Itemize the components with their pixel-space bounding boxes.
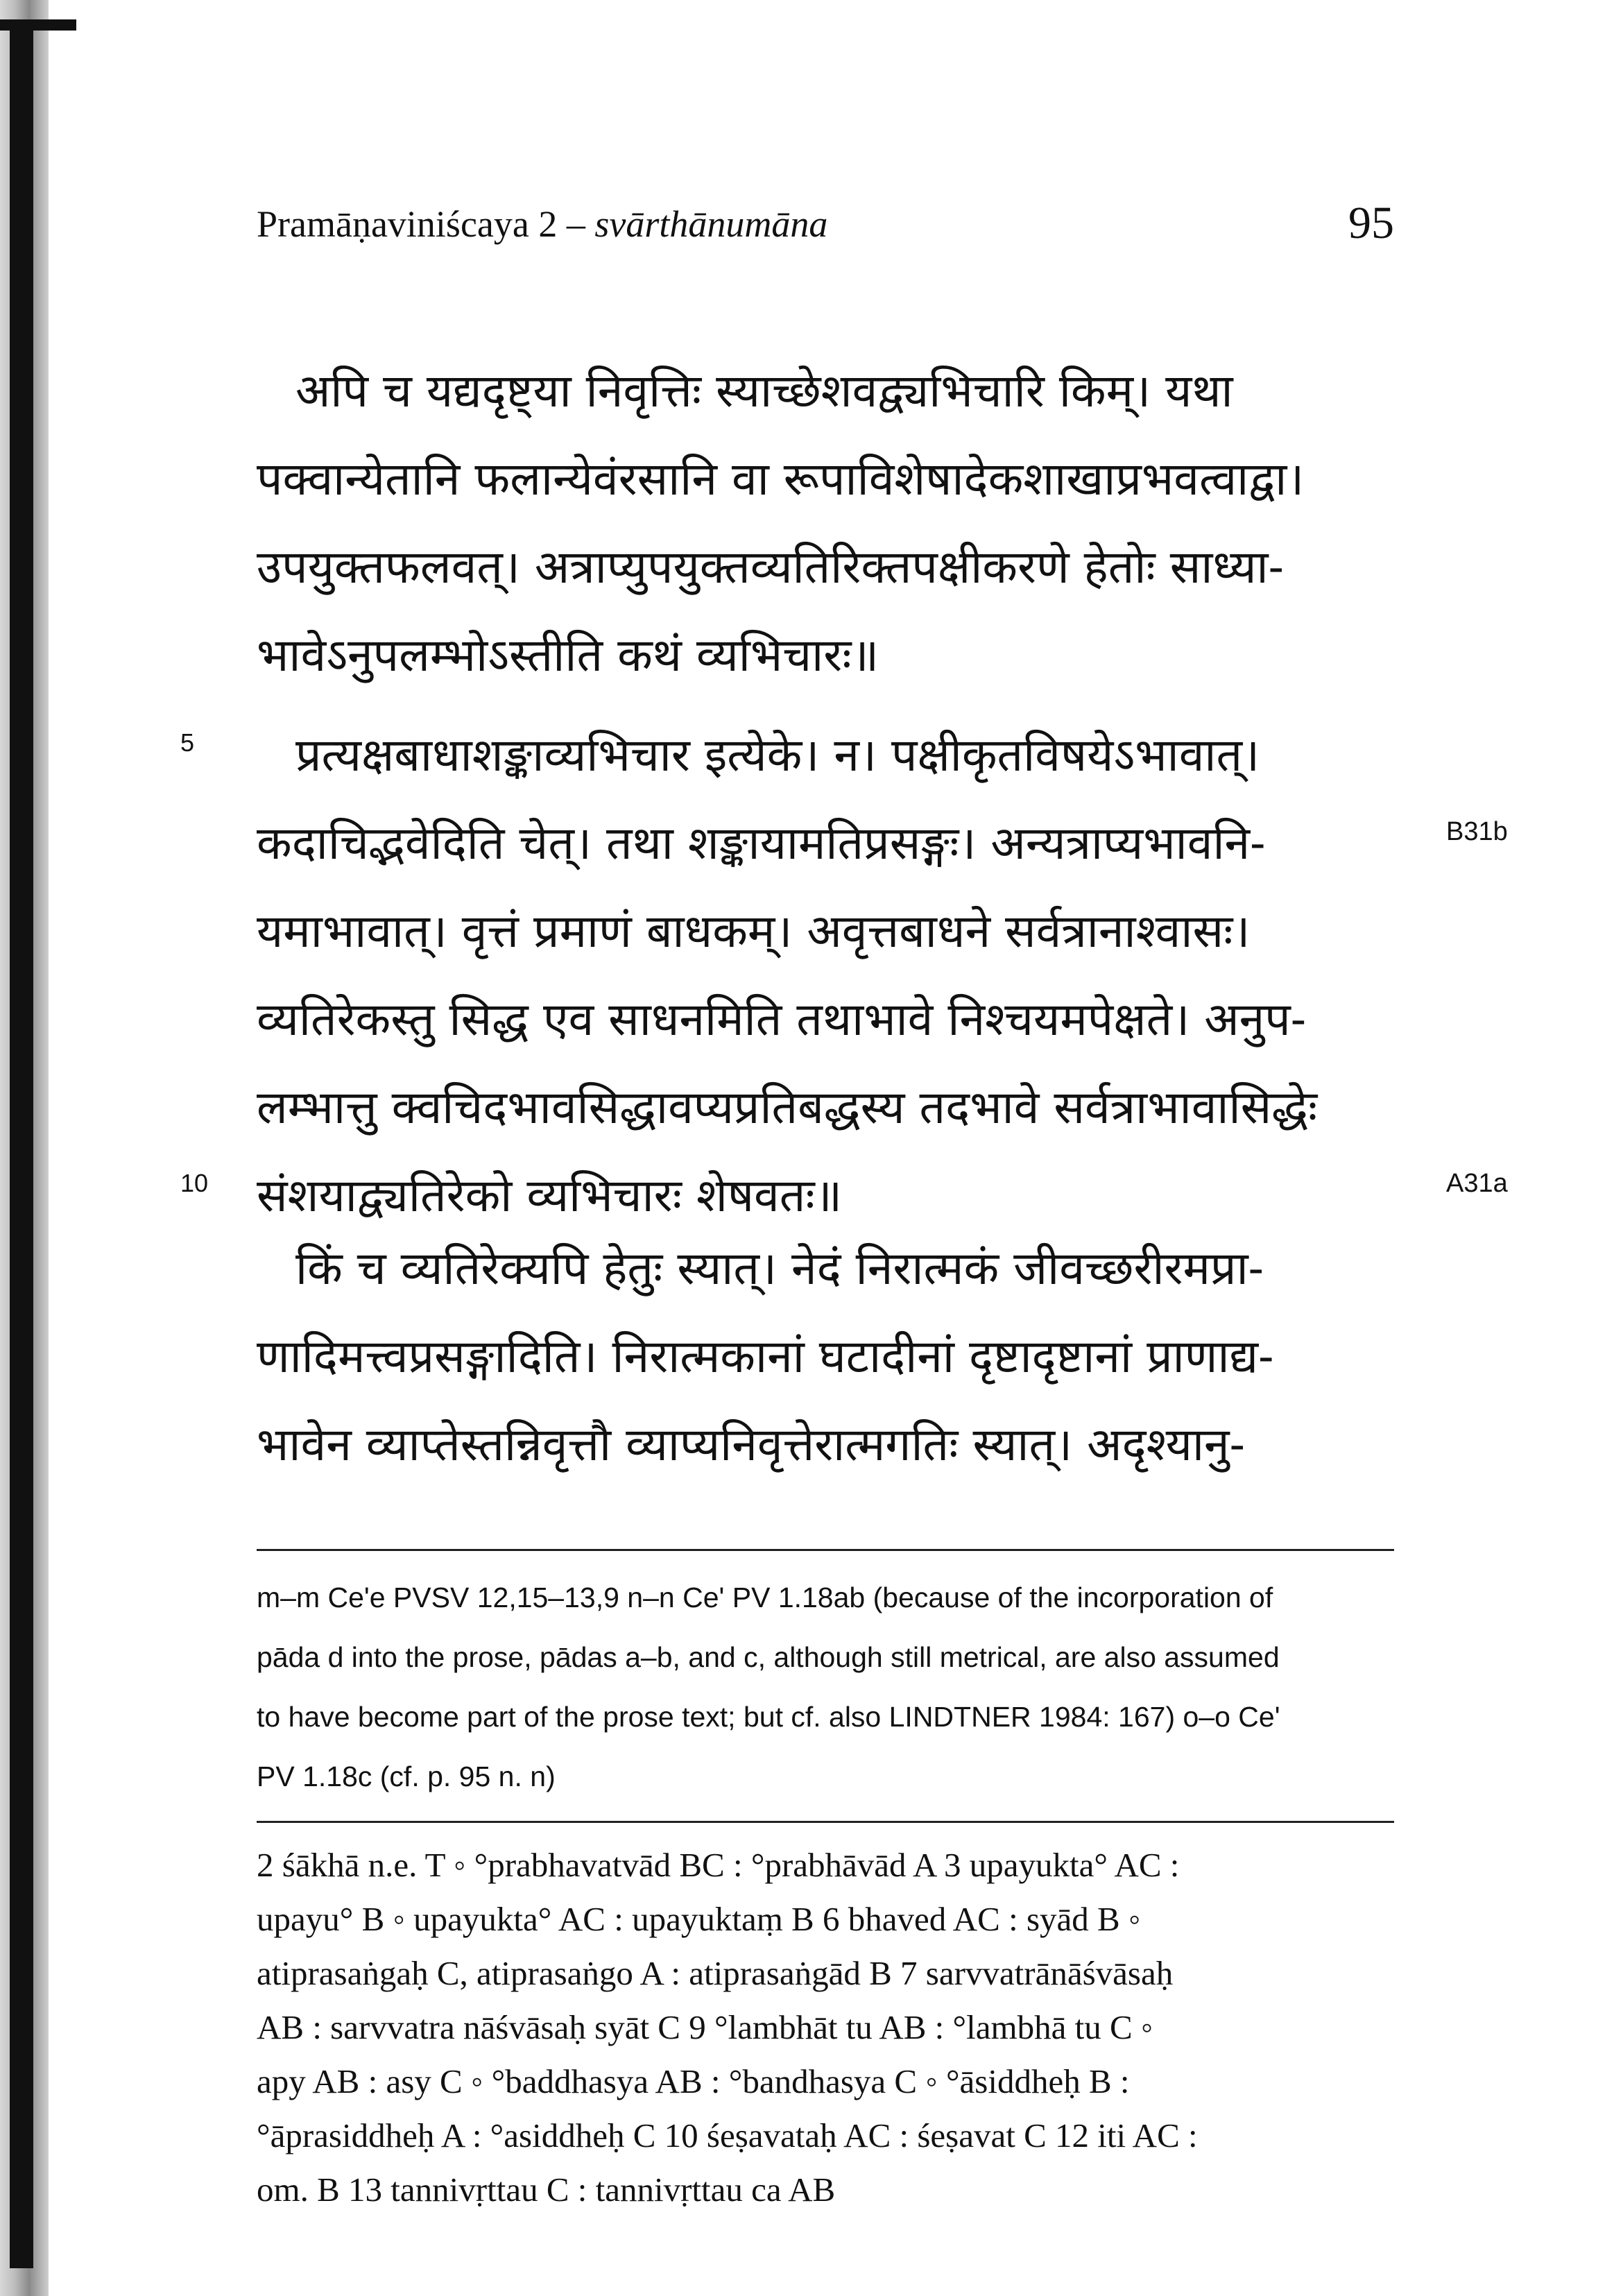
text-line: यमाभावात्। वृत्तं प्रमाणं बाधकम्। अवृत्तबाधने सर्वत्रानाश्वासः। [257,905,1251,958]
variant-line: AB : sarvvatra nāśvāsaḥ syāt C 9 °lambhāt tu AB : °lambhā tu C ◦ [257,2008,1153,2046]
margin-ref-b31b: B31b [1446,817,1508,846]
text-line: प्रत्यक्षबाधाशङ्काव्यभिचार इत्येके। न। पक्षीकृतविषयेऽभावात्। [295,728,1260,782]
text-line: अपि च यद्यदृष्ट्या निवृत्तिः स्याच्छेशवद्व्यभिचारि किम्। यथा [295,364,1233,418]
paragraph-3 [257,1224,1415,1489]
variant-notes [257,1838,1408,2217]
variant-line: °āprasiddheḥ A : °asiddheḥ C 10 śeṣavataḥ AC : śeṣavat C 12 iti AC : [257,2116,1198,2154]
line-number-5: 5 [180,728,195,757]
paragraph-1 [257,347,1415,699]
text-line: णादिमत्त्वप्रसङ्गादिति। निरात्मकानां घटादीनां दृष्टादृष्टानां प्राणाद्य- [257,1330,1274,1383]
text-line: कदाचिद्भवेदिति चेत्। तथा शङ्कायामतिप्रसङ्गः। अन्यत्राप्यभावनि- [257,816,1266,870]
variant-line: om. B 13 tannivṛttau C : tannivṛttau ca AB [257,2170,836,2209]
running-header [257,198,1394,258]
note-line: PV 1.18c (cf. p. 95 n. n) [257,1760,556,1792]
text-line: किं च व्यतिरेक्यपि हेतुः स्यात्। नेदं निरात्मकं जीवच्छरीरमप्रा- [295,1242,1264,1295]
line-number-10: 10 [180,1169,209,1197]
text-line: लम्भात्तु क्वचिदभावसिद्धावप्यप्रतिबद्धस्य तदभावे सर्वत्राभावासिद्धेः [257,1081,1318,1134]
running-title [257,203,827,246]
variant-line: atiprasaṅgaḥ C, atiprasaṅgo A : atiprasaṅgād B 7 sarvvatrānāśvāsaḥ [257,1954,1174,1992]
variant-line: apy AB : asy C ◦ °baddhasya AB : °bandhasya C ◦ °āsiddheḥ B : [257,2062,1130,2100]
text-line: भावेऽनुपलम्भोऽस्तीति कथं व्यभिचारः॥ [257,628,879,682]
text-line: व्यतिरेकस्तु सिद्ध एव साधनमिति तथाभावे निश्चयमपेक्षते। अनुप- [257,993,1307,1046]
running-title-italic: svārthānumāna [594,203,828,245]
note-line: m–m Ce'e PVSV 12,15–13,9 n–n Ce' PV 1.18ab (because of the incorporation of [257,1582,1273,1613]
page-number: 95 [1348,198,1394,248]
book-spine-edge [10,21,33,2268]
footnote-rule-2 [257,1821,1394,1823]
variant-line: 2 śākhā n.e. T ◦ °prabhavatvād BC : °prabhāvād A 3 upayukta° AC : [257,1846,1180,1884]
paragraph-2 [257,711,1415,1240]
margin-ref-a31a: A31a [1446,1169,1508,1198]
note-line: to have become part of the prose text; but cf. also LINDTNER 1984: 167) o–o Ce' [257,1701,1280,1733]
running-title-main: Pramāṇaviniścaya 2 – [257,203,595,245]
variant-line: upayu° B ◦ upayukta° AC : upayuktaṃ B 6 bhaved AC : syād B ◦ [257,1900,1141,1938]
text-line: संशयाद्व्यतिरेको व्यभिचारः शेषवतः॥ [257,1169,843,1222]
text-line: उपयुक्तफलवत्। अत्राप्युपयुक्तव्यतिरिक्तपक्षीकरणे हेतोः साध्या- [257,540,1284,594]
source-notes [257,1568,1408,1806]
text-line: भावेन व्याप्तेस्तन्निवृत्तौ व्याप्यनिवृत्तेरात्मगतिः स्यात्। अदृश्यानु- [257,1418,1245,1471]
note-line: pāda d into the prose, pādas a–b, and c, although still metrical, are also assumed [257,1641,1280,1673]
text-line: पक्वान्येतानि फलान्येवंरसानि वा रूपाविशेषादेकशाखाप्रभवत्वाद्वा। [257,452,1305,506]
footnote-rule-1 [257,1549,1394,1551]
book-spine-cap [0,19,76,31]
